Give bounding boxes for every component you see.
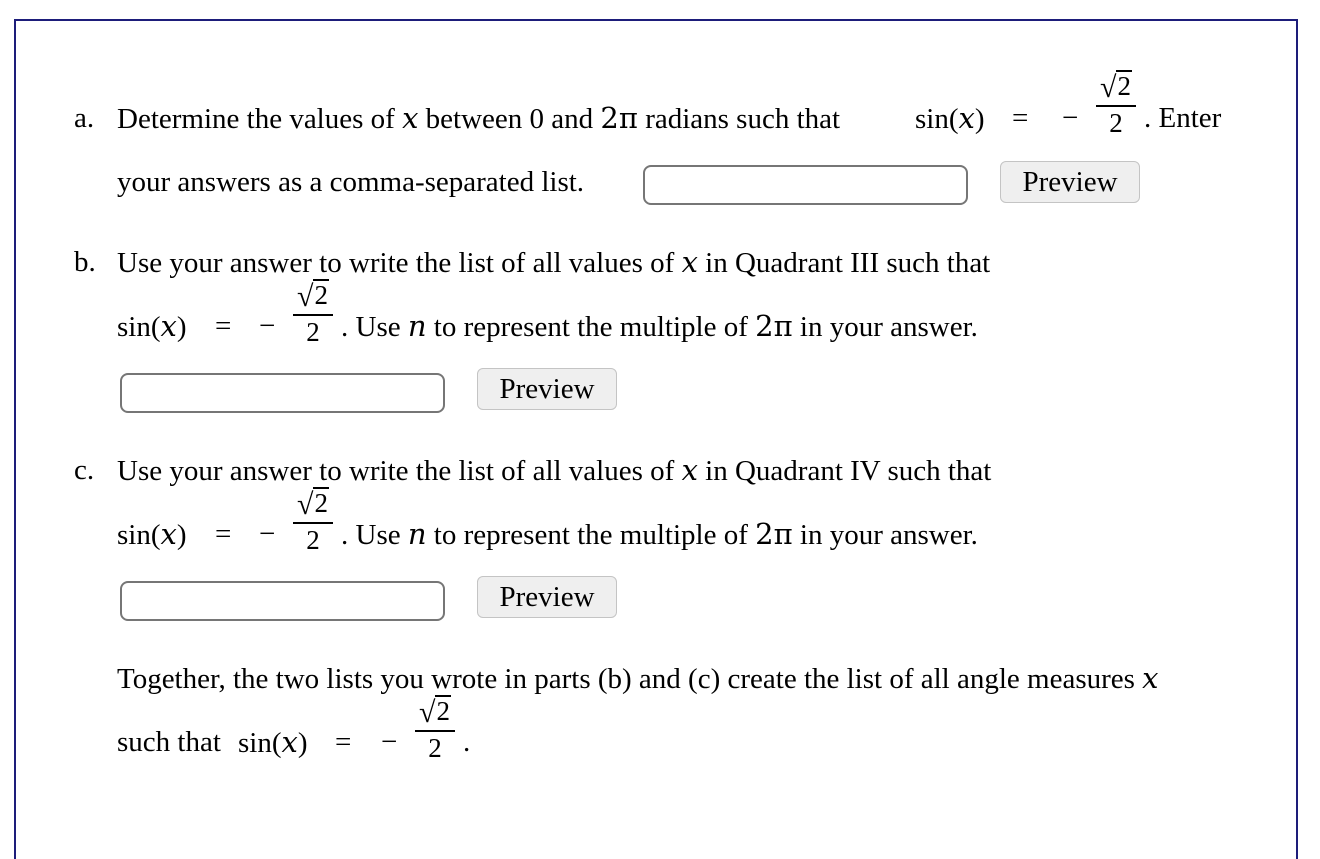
sqrt-argument: 2 [436,696,450,726]
part-b-marker: b. [74,246,96,278]
part-b-text-3: . Use [341,311,401,343]
part-a-marker: a. [74,102,95,134]
sqrt-argument: 2 [314,488,328,518]
part-b-text-2: in Quadrant III such that [705,247,991,279]
var-x: x [160,309,177,343]
var-x: x [681,453,698,487]
conclusion-text-2: such that [117,726,221,758]
part-b-equals: = [215,310,232,342]
part-b-line-1 [117,245,991,279]
part-b-fraction: $\frac{√2}{2}$ [293,283,333,350]
part-a-text-4: . Enter [1144,102,1222,134]
part-a-preview-button[interactable]: Preview [1000,161,1140,203]
part-b-text-4: to represent the multiple of [433,311,748,343]
fraction-denominator: 2 [428,732,442,763]
part-a-text-5: your answers as a comma-separated list. [117,166,585,198]
fraction-denominator: 2 [1109,107,1123,138]
sqrt-argument: 2 [314,280,328,310]
part-c-text-4: to represent the multiple of [433,519,748,551]
var-n: n [407,309,427,343]
conclusion-equation: sin(x) [238,725,308,759]
conclusion-fraction: $\frac{√2}{2}$ [415,699,455,766]
var-x: x [281,725,298,759]
two-pi: 2π [600,101,638,135]
fraction-denominator: 2 [306,316,320,347]
part-a-fraction: $\frac{√2}{2}$ [1096,74,1136,141]
part-c-instructions [341,517,978,551]
part-a-equals: = [1012,102,1029,134]
part-b-text-5: in your answer. [799,311,978,343]
var-x: x [160,517,177,551]
part-b-equation: sin(x) [117,309,187,343]
sin-function: sin [915,103,949,135]
conclusion-period: . [463,726,471,758]
part-b-preview-button[interactable]: Preview [477,368,617,410]
conclusion-minus: − [381,726,398,758]
part-a-minus: − [1062,102,1079,134]
sin-function: sin [117,311,151,343]
part-b-minus: − [259,310,276,342]
part-c-text-1: Use your answer to write the list of all values of [117,455,675,487]
fraction-denominator: 2 [306,524,320,555]
part-a-text-1: Determine the values of [117,103,395,135]
var-x: x [958,101,975,135]
part-a-text-2: between 0 and [425,103,594,135]
var-x: x [402,101,419,135]
sin-function: sin [238,727,272,759]
part-c-marker: c. [74,454,95,486]
part-c-equals: = [215,518,232,550]
conclusion-equals: = [335,726,352,758]
two-pi: 2π [755,517,793,551]
part-a-text-3: radians such that [645,103,841,135]
part-b-answer-input[interactable] [120,373,445,413]
part-c-preview-button[interactable]: Preview [477,576,617,618]
part-a-answer-input[interactable] [643,165,968,205]
part-c-text-5: in your answer. [799,519,978,551]
two-pi: 2π [755,309,793,343]
var-x: x [1142,661,1159,695]
conclusion-line-1 [117,661,1159,695]
sqrt-argument: 2 [1117,71,1131,101]
part-b-instructions [341,309,978,343]
sin-function: sin [117,519,151,551]
part-c-minus: − [259,518,276,550]
part-a-line-1 [117,101,841,135]
part-b-text-1: Use your answer to write the list of all values of [117,247,675,279]
part-c-text-3: . Use [341,519,401,551]
part-c-line-1 [117,453,992,487]
var-n: n [407,517,427,551]
part-a-equation: sin(x) [915,101,985,135]
part-c-text-2: in Quadrant IV such that [705,455,992,487]
var-x: x [681,245,698,279]
part-c-fraction: $\frac{√2}{2}$ [293,491,333,558]
part-c-answer-input[interactable] [120,581,445,621]
conclusion-text-1: Together, the two lists you wrote in parts (b) and (c) create the list of all angle measures [117,663,1135,695]
part-c-equation: sin(x) [117,517,187,551]
